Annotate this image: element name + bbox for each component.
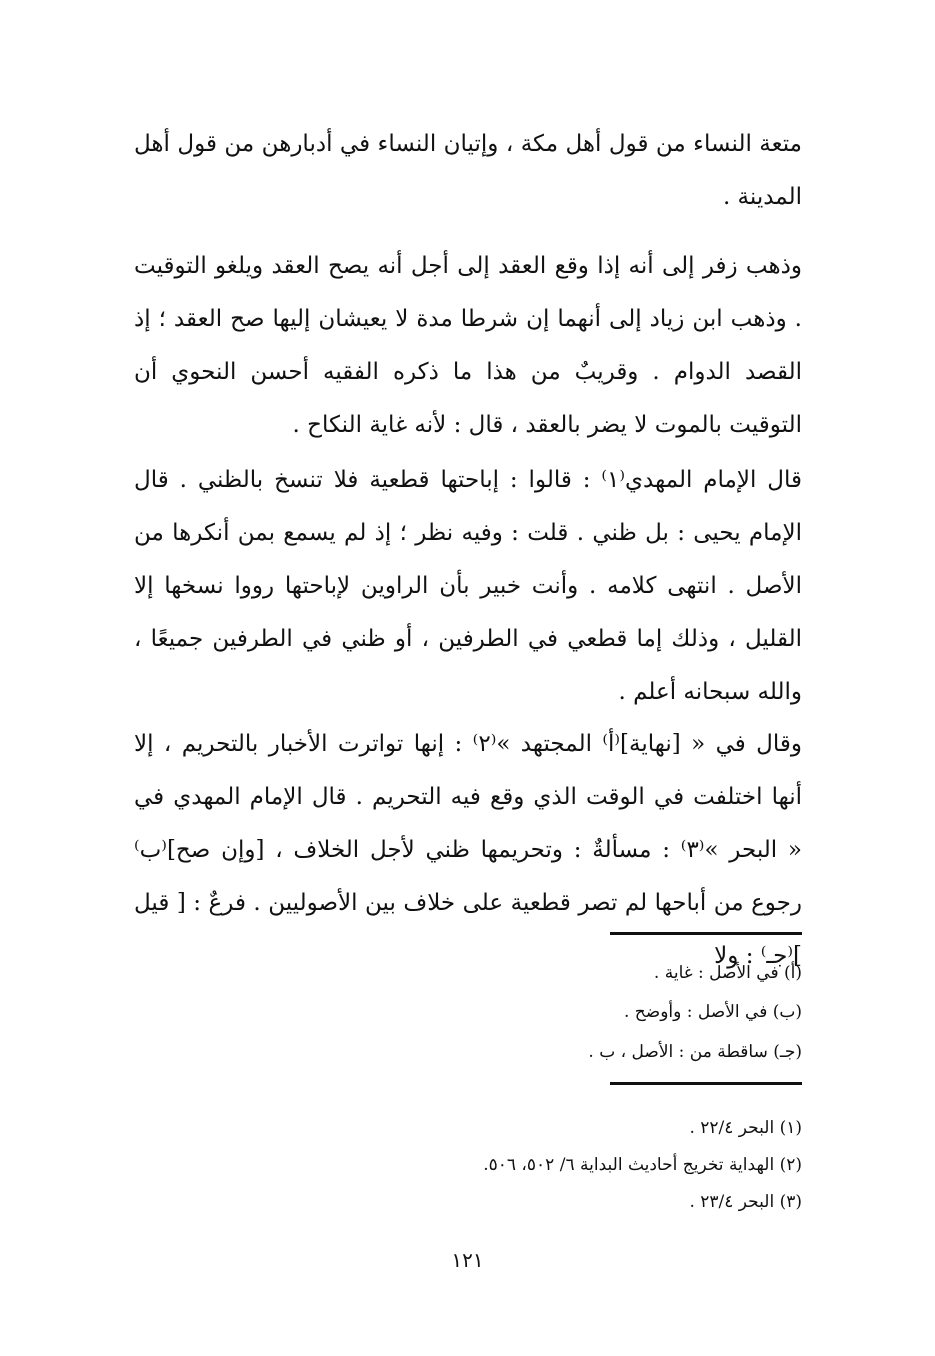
body-paragraph: قال الإمام المهدي⁽١⁾ : قالوا : إباحتها قطعية فلا تنسخ بالظني . قال الإمام يحيى : بل ظني . قلت : وفيه نظر ؛ إذ لم يسمع بمن أنكرها من الأصل . انتهى كلامه . وأنت خبير بأن الراوين لإباحتها رووا نسخها إلا القليل ، وذلك إما قطعي في الطرفين ، أو ظني في الطرفين جميعًا ، والله سبحانه أعلم . xyxy=(134,467,802,705)
variant-note: (أ) في الأصل : غاية . xyxy=(653,963,802,983)
footnote: (١) البحر ٢٢/٤ . xyxy=(689,1118,802,1138)
body-paragraph: وقال في « [نهاية]⁽أ⁾ المجتهد »⁽٢⁾ : إنها تواترت الأخبار بالتحريم ، إلا أنها اختلفت في الوقت الذي وقع فيه التحريم . قال الإمام المهدي في « البحر »⁽٣⁾ : مسألةٌ : وتحريمها ظني لأجل الخلاف ، [وإن صح]⁽ب⁾ رجوع من أباحها لم تصر قطعية على خلاف بين الأصوليين . فرعٌ : [ قيل ]⁽جـ⁾ : ولا xyxy=(134,731,803,969)
body-paragraph: متعة النساء من قول أهل مكة ، وإتيان النساء في أدبارهن من قول أهل المدينة . xyxy=(134,131,802,210)
variant-note: (ب) في الأصل : وأوضح . xyxy=(624,1002,802,1022)
footnote: (٣) البحر ٢٣/٤ . xyxy=(689,1192,802,1212)
footnote-divider xyxy=(610,1082,802,1085)
body-paragraph: وذهب زفر إلى أنه إذا وقع العقد إلى أجل أنه يصح العقد ويلغو التوقيت . وذهب ابن زياد إلى أنهما إن شرطا مدة لا يعيشان إليها صح العقد ؛ إذ القصد الدوام . وقريبٌ من هذا ما ذكره الفقيه أحسن النحوي أن التوقيت بالموت لا يضر بالعقد ، قال : لأنه غاية النكاح . xyxy=(134,253,802,438)
footnote-divider xyxy=(610,932,802,935)
footnote: (٢) الهداية تخريج أحاديث البداية ٦/ ٥٠٢، ٥٠٦. xyxy=(483,1155,802,1175)
page-number: ١٢١ xyxy=(451,1248,484,1272)
variant-note: (جـ) ساقطة من : الأصل ، ب . xyxy=(588,1042,802,1062)
